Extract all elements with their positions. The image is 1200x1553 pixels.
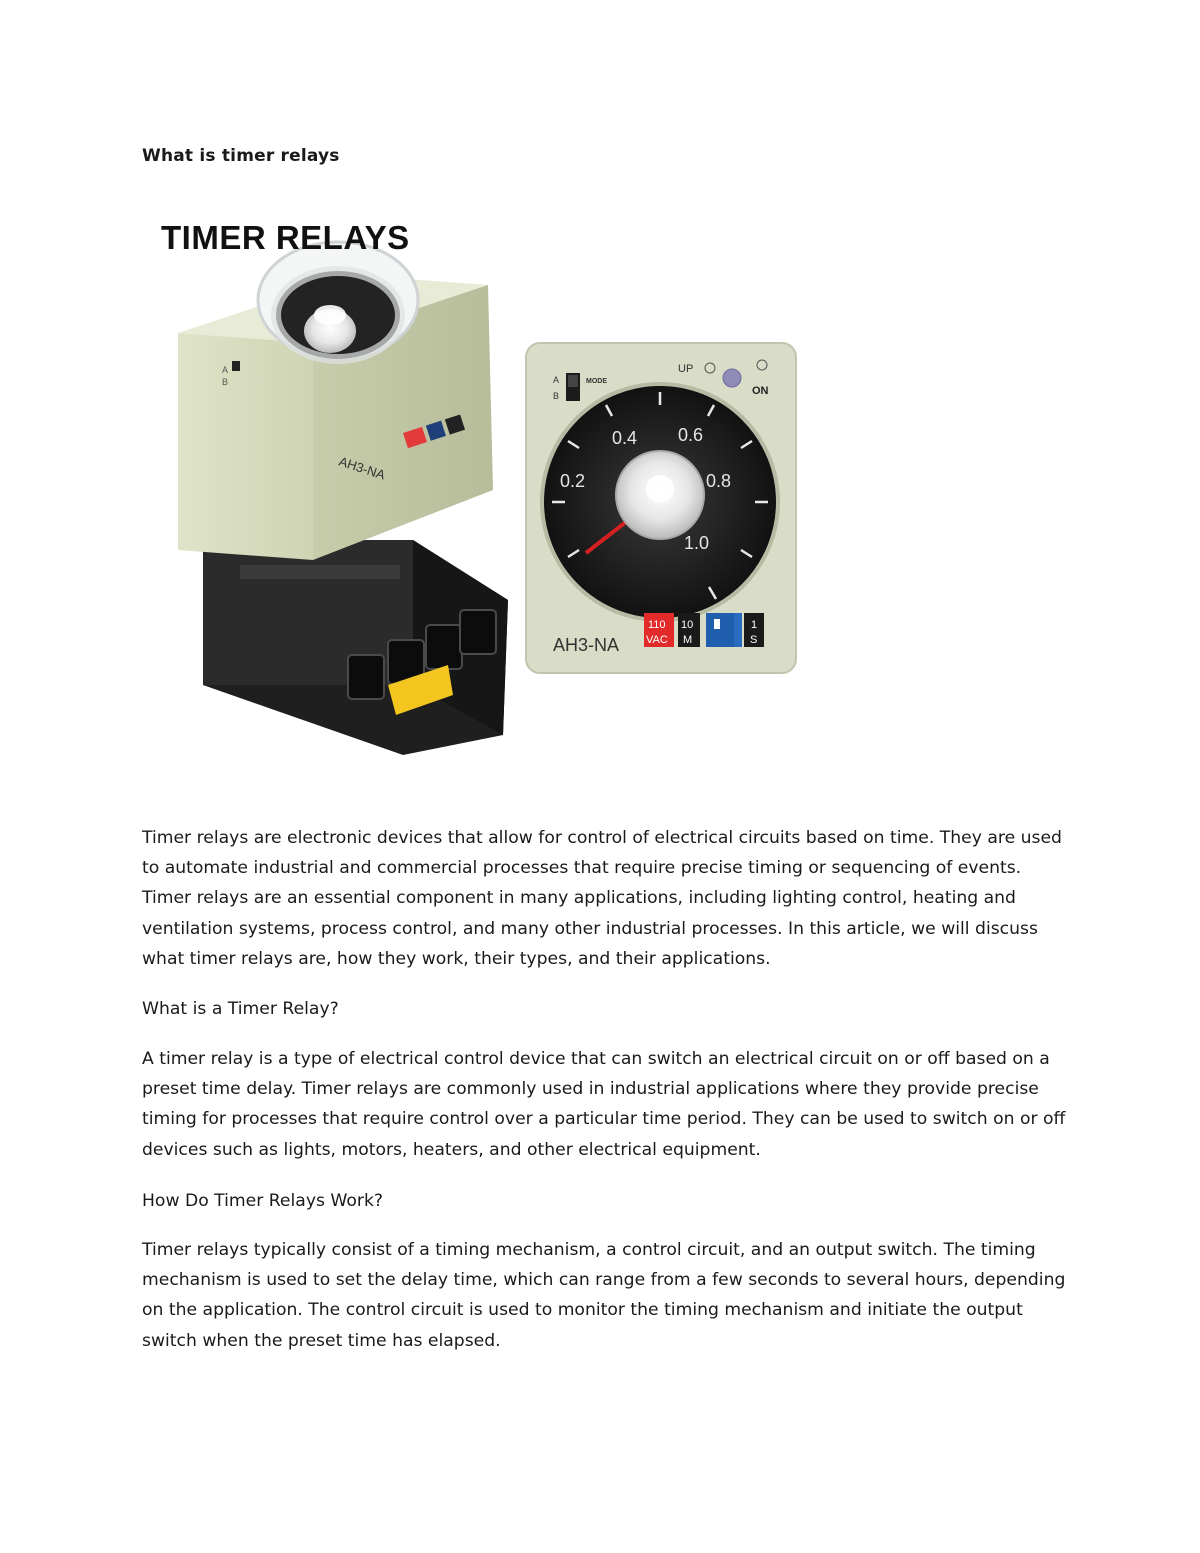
dial-value-0-8: 0.8 [706, 471, 732, 491]
on-led-icon [723, 369, 741, 387]
dial-value-0-4: 0.4 [612, 428, 638, 448]
range-bottom-label: M [683, 634, 693, 646]
intro-paragraph: Timer relays are electronic devices that allow for control of electrical circuits based on time. They are used to automate industrial and commercial processes that require precise timing or sequencing of events. Timer relays are an essential component in many applications, including lighting control, heating and ventilation systems, process control, and many other industrial processes. In this article, we will discuss what timer relays are, how they work, their types, and their applications. [142, 828, 1062, 969]
left-relay-model-label: AH3-NA [337, 453, 388, 483]
unit-bottom-label: S [750, 634, 758, 646]
dial-value-1-0: 1.0 [684, 533, 710, 553]
switch-a-label: A [553, 375, 560, 385]
unit-top-label: 1 [751, 619, 758, 631]
timer-relays-illustration [148, 215, 808, 775]
range-top-label: 10 [681, 619, 694, 631]
dip-switch-left [706, 613, 734, 647]
subheading-what-is: What is a Timer Relay? [142, 999, 339, 1019]
figure-title: TIMER RELAYS [161, 219, 410, 256]
dial-value-0-6: 0.6 [678, 425, 704, 445]
voltage-bottom-label: VAC [646, 634, 668, 646]
subheading-how-work: How Do Timer Relays Work? [142, 1191, 384, 1211]
dial-value-0-2: 0.2 [560, 471, 586, 491]
right-relay-front [526, 343, 796, 673]
on-label: ON [752, 385, 769, 397]
svg-text:B: B [222, 377, 229, 387]
mechanism-paragraph: Timer relays typically consist of a timing mechanism, a control circuit, and an output switch. The timing mechanism is used to set the delay time, which can range from a few seconds to several hours, depending on the application. The control circuit is used to monitor the timing mechanism and initiate the output switch when the preset time has elapsed. [142, 1240, 1066, 1351]
switch-b-label: B [553, 391, 560, 401]
svg-text:A: A [222, 365, 229, 375]
voltage-top-label: 110 [648, 619, 666, 631]
up-label: UP [678, 363, 694, 375]
left-relay-case [178, 242, 493, 560]
right-relay-model-label: AH3-NA [553, 635, 620, 655]
timer-relays-figure [148, 215, 808, 775]
left-relay-socket [203, 540, 508, 755]
page-heading: What is timer relays [142, 146, 340, 166]
definition-paragraph: A timer relay is a type of electrical control device that can switch an electrical circuit on or off based on a preset time delay. Timer relays are commonly used in industrial applications where they provide precise timing for processes that require control over a particular time period. They can be used to switch on or off devices such as lights, motors, heaters, and other electrical equipment. [142, 1049, 1066, 1160]
mode-label: MODE [586, 378, 607, 385]
